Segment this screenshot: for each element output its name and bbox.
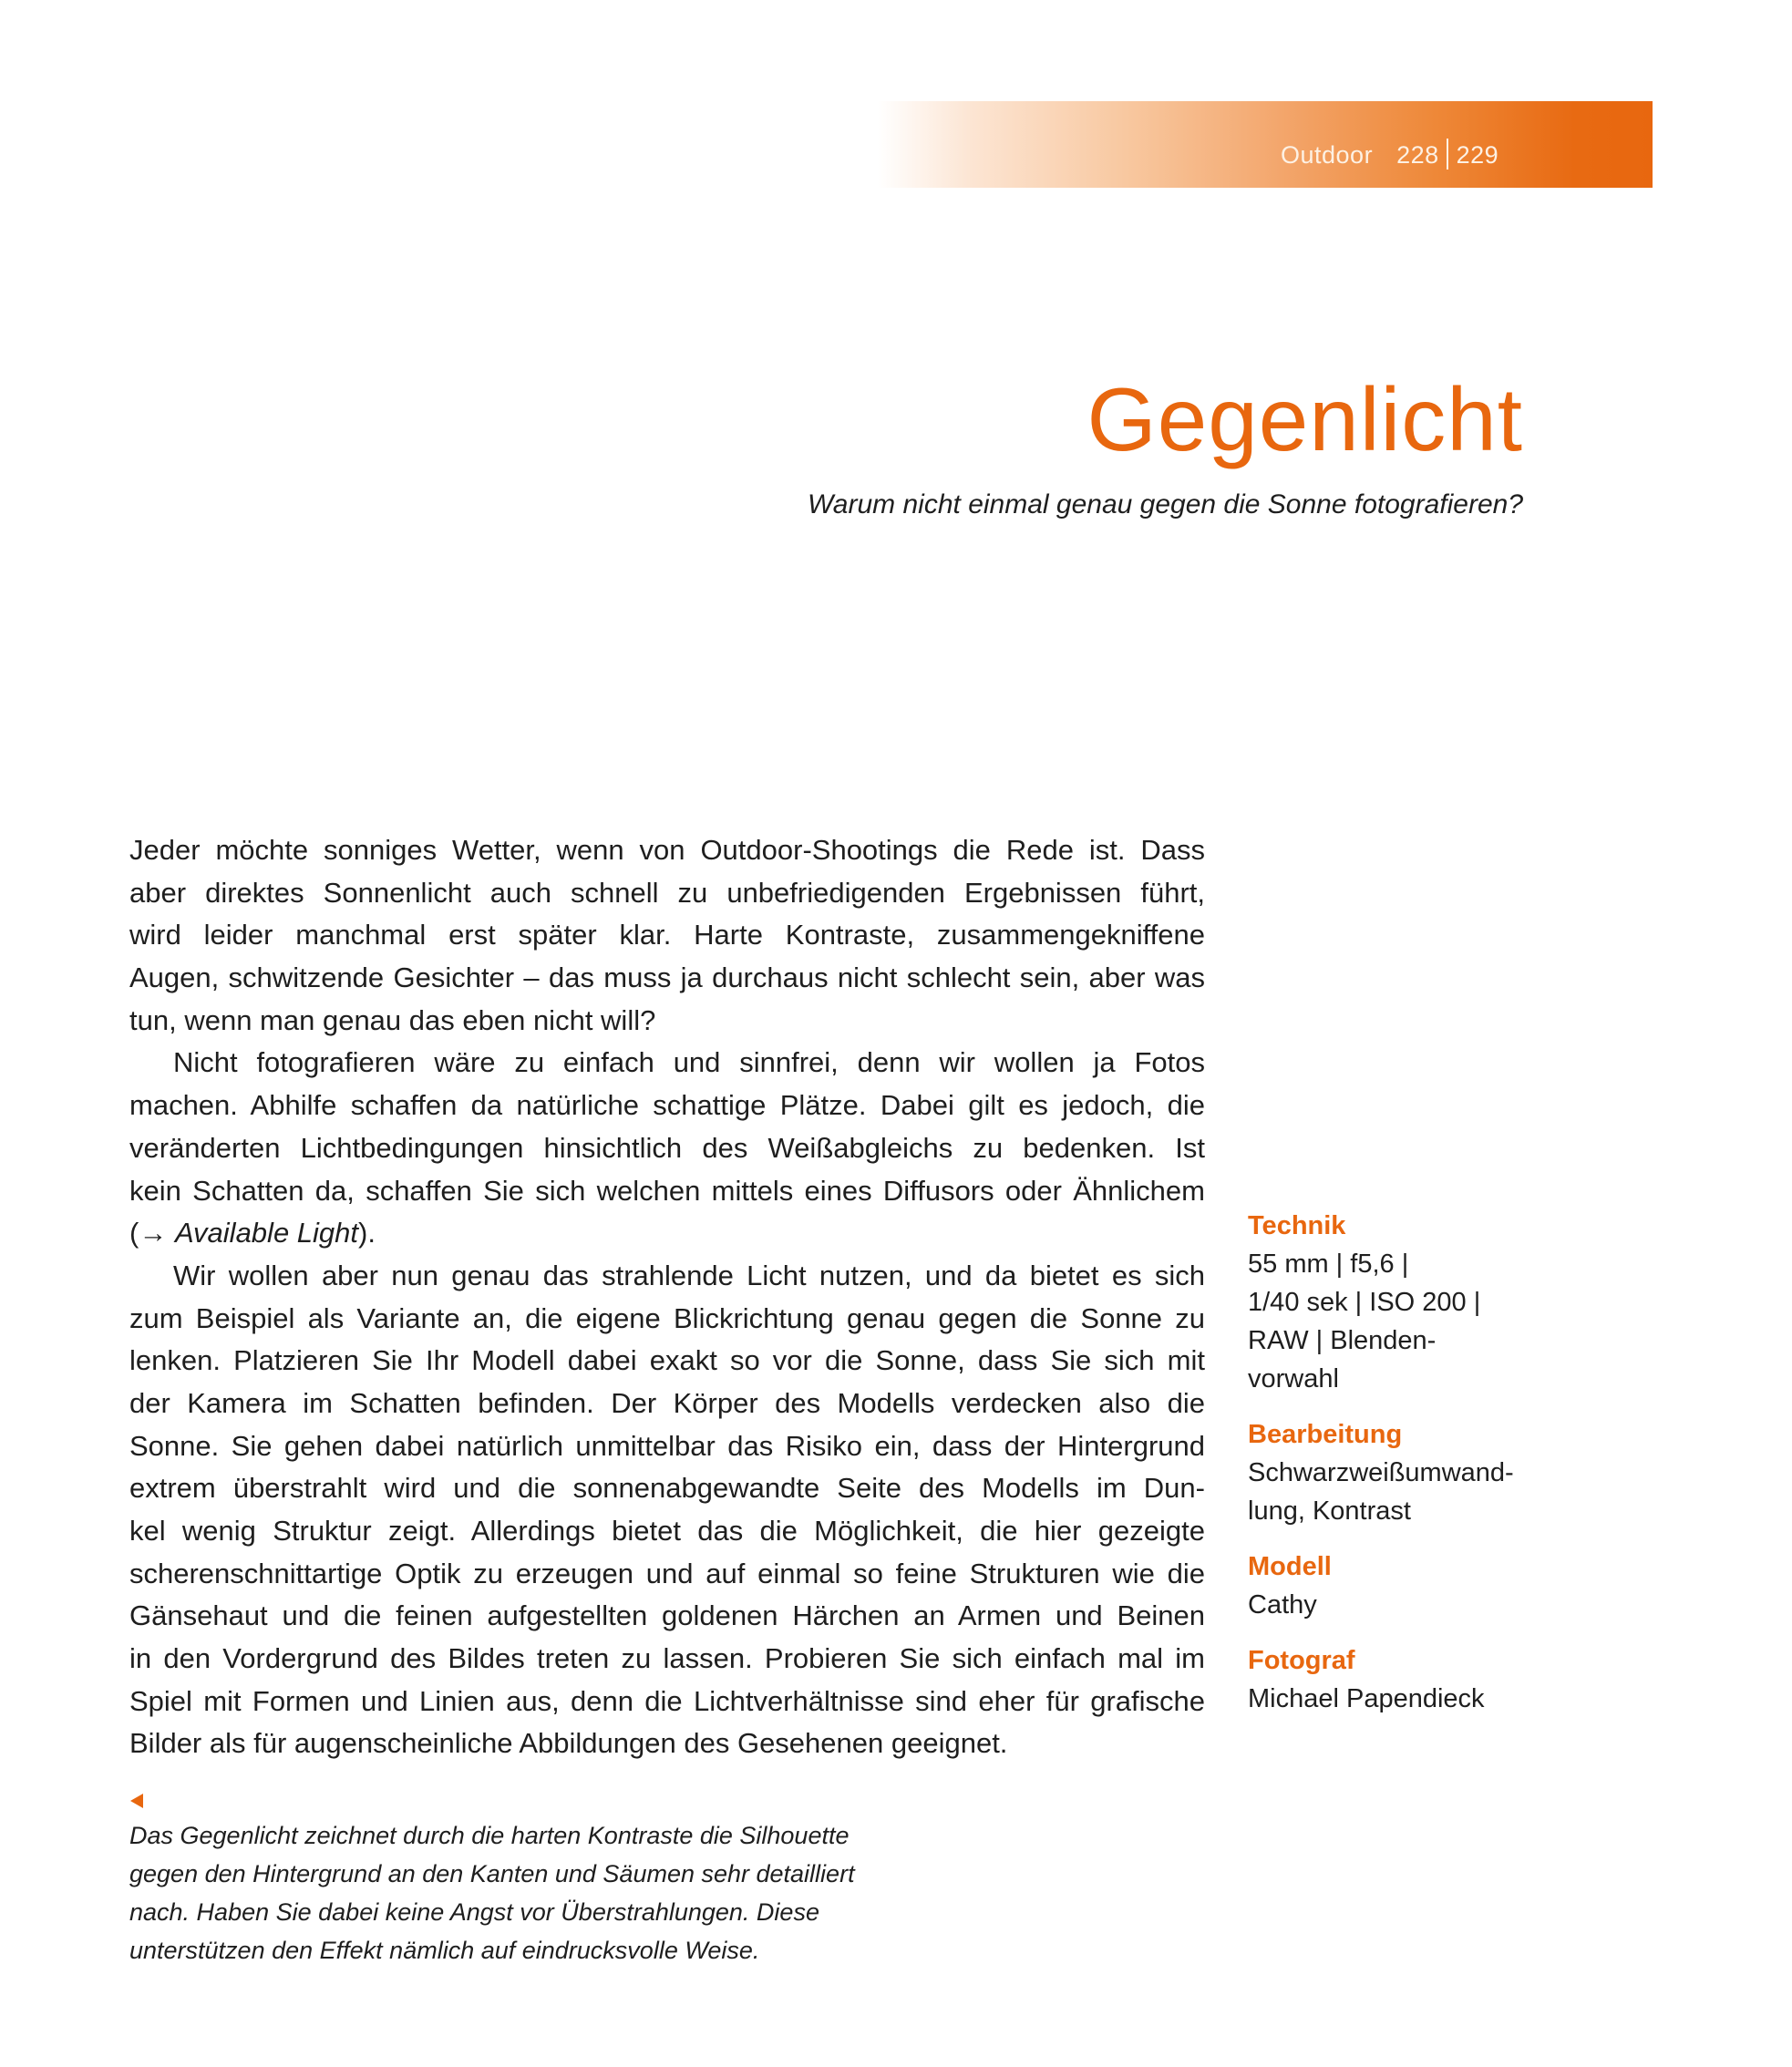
page-separator (1447, 139, 1448, 170)
info-value: 1/40 sek | ISO 200 | (1248, 1288, 1481, 1317)
body-line: Augen, schwitzende Gesichter – das muss ja durchaus nicht schlecht sein, aber was (129, 962, 1205, 994)
section-name: Outdoor (1281, 141, 1374, 169)
info-heading: Bearbeitung (1248, 1420, 1403, 1449)
body-line: Bilder als für augenscheinliche Abbildungen des Gesehenen geeignet. (129, 1727, 1008, 1760)
body-line: veränderten Lichtbedingungen hinsichtlich des Weißabgleichs zu bedenken. Ist (129, 1131, 1205, 1164)
body-line: kein Schatten da, schaffen Sie sich welchen mittels eines Diffusors oder Ähnlichem (129, 1174, 1205, 1207)
caption-line: nach. Haben Sie dabei keine Angst vor Überstrahlungen. Diese (129, 1898, 819, 1926)
body-line: Jeder möchte sonniges Wetter, wenn von Outdoor-Shootings die Rede ist. Dass (129, 834, 1205, 866)
page-subtitle: Warum nicht einmal genau gegen die Sonne fotografieren? (808, 489, 1523, 519)
body-line: scherenschnittartige Optik zu erzeugen und auf einmal so feine Strukturen wie die (129, 1557, 1205, 1589)
info-value: RAW | Blenden- (1248, 1326, 1437, 1355)
header-bar (878, 101, 1653, 188)
info-value: lung, Kontrast (1248, 1496, 1411, 1526)
body-line: extrem überstrahlt wird und die sonnenabgewandte Seite des Modells im Dun- (129, 1472, 1205, 1505)
body-line: in den Vordergrund des Bildes treten zu lassen. Probieren Sie sich einfach mal im (129, 1642, 1205, 1675)
image-caption (129, 1816, 950, 1969)
info-value: Cathy (1248, 1590, 1317, 1620)
body-line: der Kamera im Schatten befinden. Der Körper des Modells verdecken also die (129, 1386, 1205, 1419)
caption-line: gegen den Hintergrund an den Kanten und Säumen sehr detailliert (129, 1860, 855, 1887)
left-triangle-icon (130, 1794, 143, 1808)
photo-info-sidebar (1248, 1207, 1549, 1735)
info-section-bearbeitung (1248, 1415, 1549, 1530)
page-number-left: 228 (1396, 141, 1439, 169)
body-line: Wir wollen aber nun genau das strahlende Licht nutzen, und da bietet es sich (173, 1259, 1205, 1291)
body-line: aber direktes Sonnenlicht auch schnell zu unbefriedigenden Ergebnissen führt, (129, 876, 1205, 909)
body-line: Nicht fotografieren wäre zu einfach und sinnfrei, denn wir wollen ja Fotos (173, 1046, 1205, 1079)
body-line-prefix: (→ (129, 1217, 175, 1249)
body-line: lenken. Platzieren Sie Ihr Modell dabei exakt so vor die Sonne, dass Sie sich mit (129, 1344, 1205, 1377)
page-title: Gegenlicht (1087, 369, 1523, 469)
info-heading: Fotograf (1248, 1646, 1355, 1675)
info-section-modell (1248, 1548, 1549, 1624)
info-value: 55 mm | f5,6 | (1248, 1249, 1409, 1279)
cross-reference-link[interactable]: Available Light (174, 1217, 359, 1249)
caption-line: Das Gegenlicht zeichnet durch die harten Kontraste die Silhouette (129, 1822, 850, 1849)
body-line: Sonne. Sie gehen dabei natürlich unmittelbar das Risiko ein, dass der Hintergrund (129, 1429, 1205, 1462)
info-heading: Modell (1248, 1552, 1332, 1581)
body-line: Gänsehaut und die feinen aufgestellten goldenen Härchen an Armen und Beinen (129, 1599, 1205, 1632)
body-text (129, 829, 1205, 1765)
body-line: machen. Abhilfe schaffen da natürliche schattige Plätze. Dabei gilt es jedoch, die (129, 1089, 1205, 1122)
info-value: Michael Papendieck (1248, 1684, 1485, 1713)
info-section-technik (1248, 1207, 1549, 1398)
running-header (1281, 137, 1498, 173)
body-line: wird leider manchmal erst später klar. Harte Kontraste, zusammengekniffene (129, 919, 1205, 951)
page-number-right: 229 (1456, 141, 1499, 169)
body-line-suffix: ). (358, 1217, 376, 1249)
caption-line: unterstützen den Effekt nämlich auf eindrucksvolle Weise. (129, 1937, 760, 1964)
body-line: zum Beispiel als Variante an, die eigene Blickrichtung genau gegen die Sonne zu (129, 1301, 1205, 1334)
body-line: Spiel mit Formen und Linien aus, denn die Lichtverhältnisse sind eher für grafische (129, 1684, 1205, 1717)
info-section-fotograf (1248, 1641, 1549, 1718)
info-value: Schwarzweißumwand- (1248, 1458, 1514, 1487)
body-line: tun, wenn man genau das eben nicht will? (129, 1003, 656, 1036)
body-line (129, 1212, 1205, 1255)
body-line: kel wenig Struktur zeigt. Allerdings bietet das die Möglichkeit, die hier gezeigte (129, 1515, 1205, 1547)
info-value: vorwahl (1248, 1364, 1339, 1393)
info-heading: Technik (1248, 1211, 1346, 1240)
